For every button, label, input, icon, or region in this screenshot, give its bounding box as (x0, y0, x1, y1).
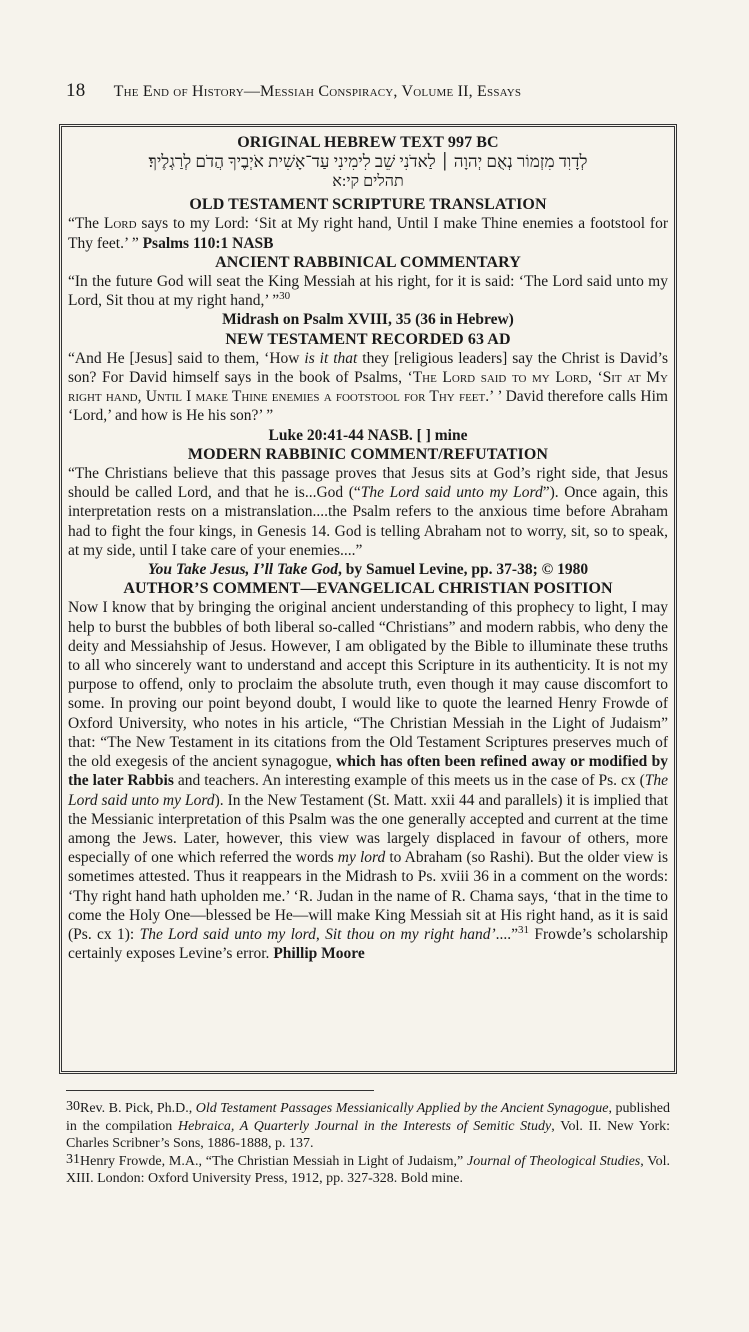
section-heading-nt: NEW TESTAMENT RECORDED 63 AD (225, 330, 511, 348)
modern-citation: You Take Jesus, I’ll Take God, by Samuel Levine, pp. 37-38; © 1980 (147, 561, 589, 579)
footnote-30: 30Rev. B. Pick, Ph.D., Old Testament Passages Messianically Applied by the Ancient Synagogue, published in the compilation Hebraica, A Quarterly Journal in the Interests of Semitic Study, Vol. II. New York: Charles Scribner’s Sons, 1886-1888, p. 137. (66, 1099, 670, 1152)
running-head (66, 80, 521, 102)
footnote-31: 31Henry Frowde, M.A., “The Christian Messiah in Light of Judaism,” Journal of Theological Studies, Vol. XIII. London: Oxford University Press, 1912, pp. 327-328. Bold mine. (66, 1151, 670, 1187)
nt-citation: Luke 20:41-44 NASB. [ ] mine (268, 426, 468, 444)
footnote-ref-30: 30 (279, 290, 291, 303)
ot-citation: Psalms 110:1 NASB (142, 234, 274, 252)
section-heading-ot: OLD TESTAMENT SCRIPTURE TRANSLATION (189, 196, 547, 214)
modern-commentary: “The Christians believe that this passage proves that Jesus sits at God’s right side, that Jesus should be called Lord, and that he is...God (“The Lord said unto my Lord”). Once again, this interpretation rests on a mistranslation....the Psalm refers to the anxious time before Abraham had to fight the four kings, in Genesis 14. God is telling Abraham not to worry, sit, so to speak, at my side, until I take care of your enemies....” (68, 465, 668, 559)
section-heading-ancient: ANCIENT RABBINICAL COMMENTARY (215, 253, 521, 271)
author-signature: Phillip Moore (273, 945, 365, 963)
author-comment: Now I know that by bringing the original ancient understanding of this prophecy to light, I may help to burst the bubbles of both liberal so-called “Christians” and modern rabbis, who deny the deity and Messiahship of Jesus. However, I am obligated by the Bible to illuminate these truths to all who sincerely want to understand and accept this Scripture in its authenticity. It is not my purpose to offend, only to proclaim the absolute truth, even though it may cause discomfort to some. In proving our point beyond doubt, I would like to quote the learned Henry Frowde of Oxford University, who notes in his article, “The Christian Messiah in the Light of Judaism” that: “The New Testament in its citations from the Old Testament Scriptures preserves much of the old exegesis of the ancient synagogue, which has often been refined away or modified by the later Rabbis and teachers. An interesting example of this meets us in the case of Ps. cx (The Lord said unto my Lord). In the New Testament (St. Matt. xxii 44 and parallels) it is implied that the Messianic interpretation of this Psalm was the one generally accepted and current at the time among the Jews. Later, however, this view was largely displaced in favour of others, more especially of one which referred the words my lord to Abraham (so Rashi). But the older view is sometimes attested. Thus it reappears in the Midrash to Ps. xviii 36 in a comment on the words: ‘Thy right hand hath upholden me.’ ‘R. Judan in the name of R. Chama says, ‘that in the time to come the Holy One—blessed be He—will make King Messiah sit at His right hand, as it is said (Ps. cx 1): The Lord said unto my lord, Sit thou on my right hand’....”$^{31}$ Frowde’s scholarship certainly exposes Levine’s error. Phillip Moore (68, 599, 669, 963)
section-heading-author: AUTHOR’S COMMENT—EVANGELICAL CHRISTIAN POSITION (123, 580, 613, 598)
hebrew-reference: תהלים קי:א (332, 173, 404, 191)
ancient-commentary: “In the future God will seat the King Messiah at his right, for it is said: ‘The Lord said unto my Lord, Sit thou at my right hand,’ ”$^{30}$ (68, 273, 668, 310)
footnotes (66, 1100, 670, 1188)
hebrew-text: לְדָוִד מִזְמוֹר נְאֻם יְהוָה ׀ לַאדֹנִי שֵׁב לִימִינִי עַד־אָשִׁית אֹיְבֶיךָ הֲדֹם לְרַגְלֶיךָ׃ (148, 152, 588, 172)
footnote-ref-31: 31 (518, 923, 530, 936)
page-number: 18 (66, 80, 86, 101)
section-heading-modern: MODERN RABBINIC COMMENT/REFUTATION (187, 445, 549, 463)
footnote-divider (66, 1090, 374, 1091)
ot-translation: “The Lord says to my Lord: ‘Sit at My right hand, Until I make Thine enemies a footstool for Thy feet.’ ” Psalms 110:1 NASB (68, 215, 669, 252)
ancient-citation: Midrash on Psalm XVIII, 35 (36 in Hebrew) (222, 311, 514, 329)
section-heading-original: ORIGINAL HEBREW TEXT 997 BC (237, 134, 499, 151)
content-box (59, 124, 677, 1074)
running-head-title: The End of History—Messiah Conspiracy, Volume II, Essays (113, 83, 522, 100)
nt-text: “And He [Jesus] said to them, ‘How is it that they [religious leaders] say the Christ is David’s son? For David himself says in the book of Psalms, ‘The Lord said to my Lord, ‘Sit at My right hand, Until I make Thine enemies a footstool for Thy feet.’ ’ David therefore calls Him ‘Lord,’ and how is He his son?’ ” (68, 349, 668, 425)
